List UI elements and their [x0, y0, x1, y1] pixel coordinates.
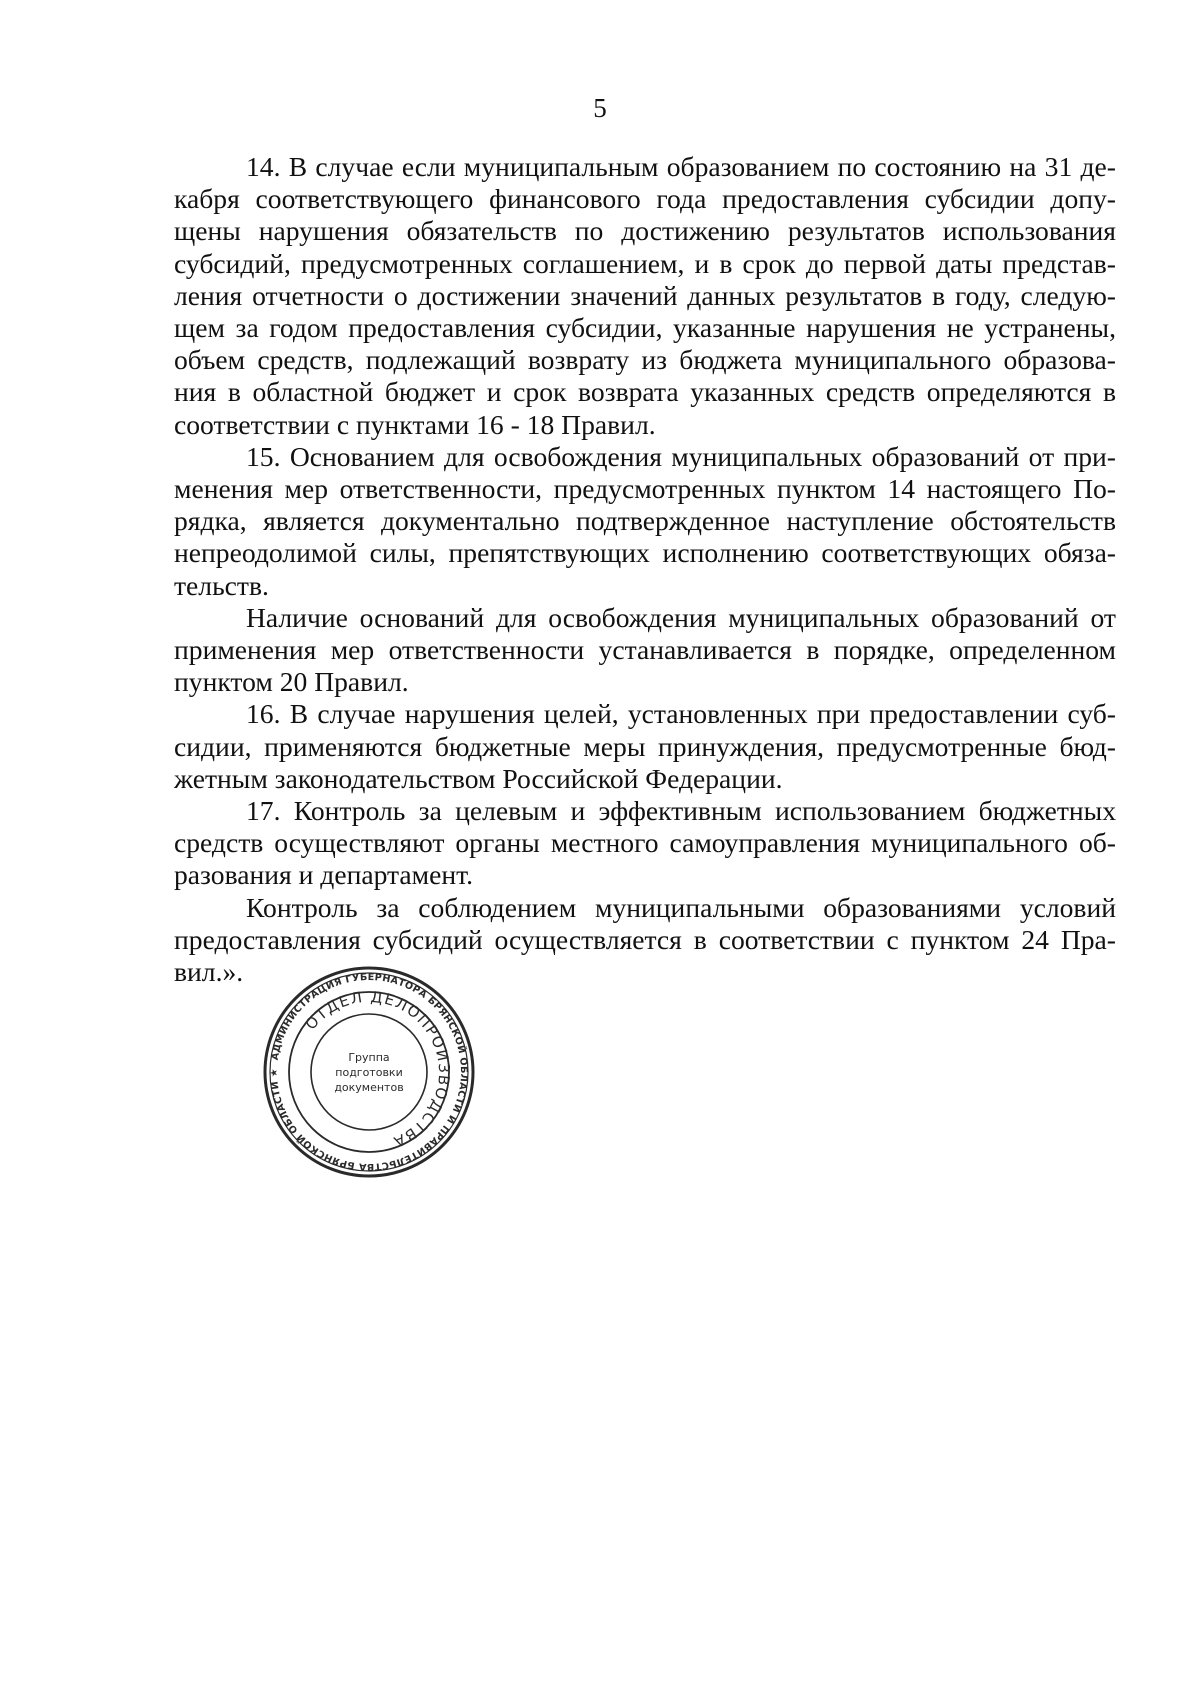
stamp-center-line-3: документов — [334, 1081, 404, 1094]
text-line: кабря соответствующего финансового года предоставления субсидии допу- — [174, 183, 1116, 215]
text-line: 14. В случае если муниципальным образованием по состоянию на 31 де- — [246, 151, 1116, 182]
text-line: щем за годом предоставления субсидии, указанные нарушения не устранены, — [174, 312, 1116, 344]
stamp-center-line-1: Группа — [348, 1051, 390, 1064]
text-line: жетным законодательством Российской Федерации. — [174, 762, 783, 794]
text-line: сидии, применяются бюджетные меры принуждения, предусмотренные бюд- — [174, 730, 1116, 762]
paragraph — [174, 602, 1116, 699]
text-line: пунктом 20 Правил. — [174, 666, 409, 698]
text-line: Контроль за соблюдением муниципальными образованиями условий — [246, 891, 1116, 923]
text-line: менения мер ответственности, предусмотренных пунктом 14 настоящего По- — [174, 473, 1116, 505]
text-line: ния в областной бюджет и срок возврата указанных средств определяются в — [174, 376, 1116, 408]
stamp-outer-ring-text: АДМИНИСТРАЦИЯ ГУБЕРНАТОРА БРЯНСКОЙ ОБЛАСТИ И ПРАВИТЕЛЬСТВА БРЯНСКОЙ ОБЛАСТИ ★ — [268, 971, 470, 1173]
text-line: объем средств, подлежащий возврату из бюджета муниципального образова- — [174, 344, 1116, 376]
paragraph — [174, 698, 1116, 795]
document-body — [174, 151, 1116, 988]
text-line: соответствии с пунктами 16 - 18 Правил. — [174, 408, 656, 440]
text-line: рядка, является документально подтвержденное наступление обстоятельств — [174, 505, 1116, 537]
text-line: Наличие оснований для освобождения муниципальных образований от — [246, 601, 1116, 633]
page-number: 5 — [593, 93, 607, 123]
official-stamp — [262, 965, 476, 1179]
text-line: вил.». — [174, 956, 244, 988]
text-line: щены нарушения обязательств по достижению результатов использования — [174, 215, 1116, 247]
text-line: ления отчетности о достижении значений данных результатов в году, следую- — [174, 279, 1116, 311]
text-line: непреодолимой силы, препятствующих исполнению соответствующих обяза- — [174, 537, 1116, 569]
paragraph — [174, 795, 1116, 892]
text-line: субсидий, предусмотренных соглашением, и в срок до первой даты представ- — [174, 247, 1116, 279]
text-line: предоставления субсидий осуществляется в соответствии с пунктом 24 Пра- — [174, 923, 1116, 955]
text-line: средств осуществляют органы местного самоуправления муниципального об- — [174, 827, 1116, 859]
text-line: разования и департамент. — [174, 859, 474, 891]
stamp-inner-ring-text: ОТДЕЛ ДЕЛОПРОИЗВОДСТВА — [301, 987, 454, 1152]
text-line: 15. Основанием для освобождения муниципальных образований от при- — [246, 440, 1116, 472]
paragraph — [174, 441, 1116, 602]
stamp-center-line-2: подготовки — [335, 1066, 403, 1079]
text-line: 16. В случае нарушения целей, установленных при предоставлении суб- — [246, 698, 1116, 730]
text-line: тельств. — [174, 569, 269, 601]
paragraph — [174, 151, 1116, 441]
text-line: применения мер ответственности устанавливается в порядке, определенном — [174, 634, 1116, 666]
text-line: 17. Контроль за целевым и эффективным использованием бюджетных — [246, 795, 1116, 827]
